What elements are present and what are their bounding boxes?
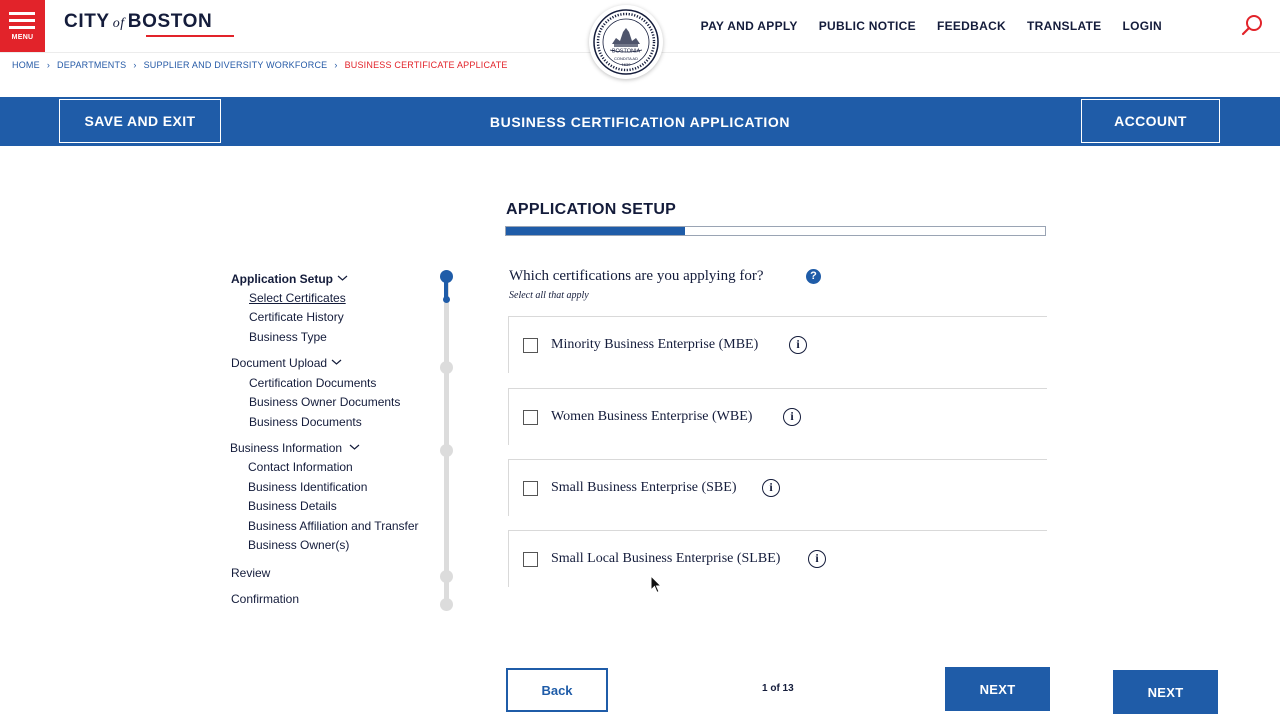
option-wbe[interactable]	[508, 388, 1047, 445]
seal-motto: CONDITA AD	[614, 56, 638, 61]
sidebar-group-application-setup[interactable]	[231, 272, 348, 286]
save-and-exit-button[interactable]: SAVE AND EXIT	[59, 99, 221, 143]
sidebar-group-document-upload[interactable]	[231, 356, 342, 370]
sidebar-item-contact-information[interactable]: Contact Information	[248, 460, 353, 474]
question-text: Which certifications are you applying for?	[509, 268, 764, 284]
step-dot-document-upload	[440, 361, 453, 374]
sidebar-group-business-information[interactable]	[230, 441, 360, 455]
nav-public-notice[interactable]: PUBLIC NOTICE	[818, 19, 916, 33]
application-bar	[0, 97, 1280, 146]
checkbox-wbe[interactable]	[523, 410, 538, 425]
sidebar-group-review[interactable]: Review	[231, 566, 271, 580]
logo-of: of	[112, 16, 125, 31]
option-label: Small Business Enterprise (SBE)	[551, 480, 737, 495]
sidebar-item-certification-documents[interactable]: Certification Documents	[249, 376, 377, 390]
step-dot-review	[440, 570, 453, 583]
account-button[interactable]: ACCOUNT	[1081, 99, 1220, 143]
logo-underline	[146, 35, 234, 37]
breadcrumb-departments[interactable]: DEPARTMENTS	[57, 60, 127, 70]
top-navigation	[680, 19, 1162, 33]
seal-year: 1630	[621, 62, 631, 67]
chevron-down-icon	[349, 444, 360, 450]
question-hint: Select all that apply	[509, 290, 589, 301]
menu-label: MENU	[11, 34, 34, 41]
progress-bar	[505, 226, 1046, 236]
step-dot-application-setup	[440, 270, 453, 283]
option-sbe[interactable]	[508, 459, 1047, 516]
logo-city: CITY	[64, 11, 110, 32]
help-icon[interactable]: ?	[806, 269, 821, 284]
application-title: BUSINESS CERTIFICATION APPLICATION	[489, 114, 791, 130]
breadcrumb-current: BUSINESS CERTIFICATE APPLICATE	[344, 60, 508, 70]
breadcrumb	[12, 60, 508, 70]
info-icon[interactable]: i	[808, 550, 826, 568]
hamburger-icon	[9, 12, 35, 33]
nav-pay-and-apply[interactable]: PAY AND APPLY	[700, 19, 798, 33]
step-dot-current-substep	[443, 296, 450, 303]
progress-bar-fill	[506, 227, 685, 235]
info-icon[interactable]: i	[783, 408, 801, 426]
mouse-cursor-icon	[650, 575, 662, 594]
chevron-down-icon	[337, 275, 348, 281]
chevron-right-icon: ›	[133, 60, 137, 70]
sidebar-item-business-documents[interactable]: Business Documents	[249, 415, 362, 429]
sidebar-item-business-details[interactable]: Business Details	[248, 499, 337, 513]
nav-feedback[interactable]: FEEDBACK	[936, 19, 1007, 33]
city-seal[interactable]	[589, 5, 663, 79]
sidebar-group-label: Business Information	[230, 441, 343, 455]
chevron-down-icon	[331, 359, 342, 365]
search-icon[interactable]	[1241, 14, 1263, 36]
option-label: Small Local Business Enterprise (SLBE)	[551, 551, 781, 566]
chevron-right-icon: ›	[46, 60, 51, 70]
sidebar-group-confirmation[interactable]: Confirmation	[231, 592, 300, 606]
option-label: Minority Business Enterprise (MBE)	[551, 337, 759, 352]
checkbox-mbe[interactable]	[523, 338, 538, 353]
sidebar-item-certificate-history[interactable]: Certificate History	[249, 310, 344, 324]
chevron-right-icon: ›	[334, 60, 338, 70]
sidebar-item-business-type[interactable]: Business Type	[249, 330, 327, 344]
checkbox-slbe[interactable]	[523, 552, 538, 567]
nav-login[interactable]: LOGIN	[1122, 19, 1162, 33]
sidebar-group-label: Application Setup	[231, 272, 333, 286]
sidebar-item-select-certificates[interactable]: Select Certificates	[249, 291, 346, 305]
back-button[interactable]: Back	[506, 668, 608, 712]
city-of-boston-logo[interactable]	[64, 11, 212, 33]
seal-name: BOSTONIA	[611, 48, 641, 55]
sidebar-item-business-owners[interactable]: Business Owner(s)	[248, 538, 350, 552]
breadcrumb-home[interactable]: HOME	[12, 60, 40, 70]
stepper-track	[444, 276, 449, 604]
breadcrumb-supplier-diversity[interactable]: SUPPLIER AND DIVERSITY WORKFORCE	[143, 60, 328, 70]
checkbox-sbe[interactable]	[523, 481, 538, 496]
option-slbe[interactable]	[508, 530, 1047, 587]
logo-boston: BOSTON	[127, 11, 213, 32]
nav-translate[interactable]: TRANSLATE	[1027, 19, 1102, 33]
next-button[interactable]: NEXT	[945, 667, 1050, 711]
next-button-secondary[interactable]: NEXT	[1113, 670, 1218, 714]
step-dot-confirmation	[440, 598, 453, 611]
step-dot-business-information	[440, 444, 453, 457]
info-icon[interactable]: i	[762, 479, 780, 497]
sidebar-group-label: Document Upload	[231, 356, 328, 370]
section-title: APPLICATION SETUP	[506, 201, 677, 218]
page-counter: 1 of 13	[762, 683, 794, 694]
info-icon[interactable]: i	[789, 336, 807, 354]
option-label: Women Business Enterprise (WBE)	[551, 409, 753, 424]
menu-button[interactable]	[0, 0, 45, 52]
sidebar-item-business-owner-documents[interactable]: Business Owner Documents	[249, 395, 401, 409]
sidebar-item-business-affiliation[interactable]: Business Affiliation and Transfer	[248, 519, 419, 533]
sidebar-item-business-identification[interactable]: Business Identification	[248, 480, 368, 494]
option-mbe[interactable]	[508, 316, 1047, 373]
